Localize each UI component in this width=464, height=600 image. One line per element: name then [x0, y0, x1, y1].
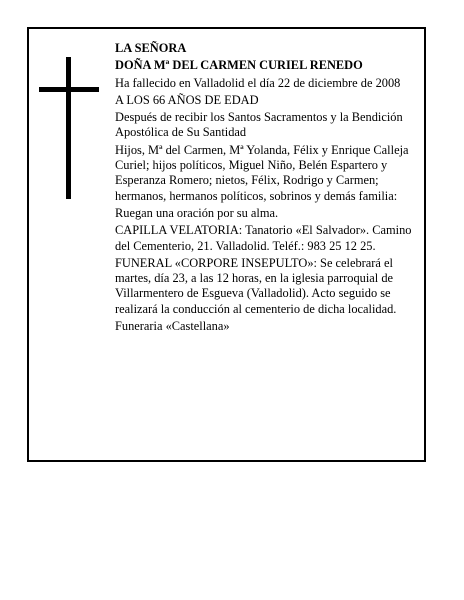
- latin-cross-icon: [39, 57, 99, 199]
- funeral-home: Funeraria «Castellana»: [115, 319, 230, 334]
- chapel-info: CAPILLA VELATORIA: Tanatorio «El Salvador». Camino del Cementerio, 21. Valladolid. Teléf.: 983 25 12 25.: [115, 223, 412, 253]
- notice-title: LA SEÑORA: [115, 41, 187, 55]
- family-list: Hijos, Mª del Carmen, Mª Yolanda, Félix y Enrique Calleja Curiel; hijos políticos, Miguel Niño, Belén Espartero y Esperanza Romero; nietos, Félix, Rodrigo y Carmen; hermanos, hermanos políticos, sobrinos y demás familia:: [115, 142, 409, 203]
- notice-text: [115, 41, 423, 336]
- prayer-request: Ruegan una oración por su alma.: [115, 205, 279, 220]
- deceased-name: DOÑA Mª DEL CARMEN CURIEL RENEDO: [115, 58, 363, 73]
- cross-horizontal-bar: [39, 87, 99, 92]
- cross-vertical-bar: [66, 57, 71, 199]
- death-statement: Ha fallecido en Valladolid el día 22 de diciembre de 2008: [115, 75, 401, 90]
- obituary-notice: [27, 27, 426, 462]
- sacraments-statement: Después de recibir los Santos Sacramentos y la Bendición Apostólica de Su Santidad: [115, 110, 403, 140]
- age-statement: A LOS 66 AÑOS DE EDAD: [115, 92, 259, 107]
- funeral-info: FUNERAL «CORPORE INSEPULTO»: Se celebrará el martes, día 23, a las 12 horas, en la iglesia parroquial de Villarmentero de Esgueva (Valladolid). Acto seguido se realizará la conducción al cementerio de dicha localidad.: [115, 255, 397, 316]
